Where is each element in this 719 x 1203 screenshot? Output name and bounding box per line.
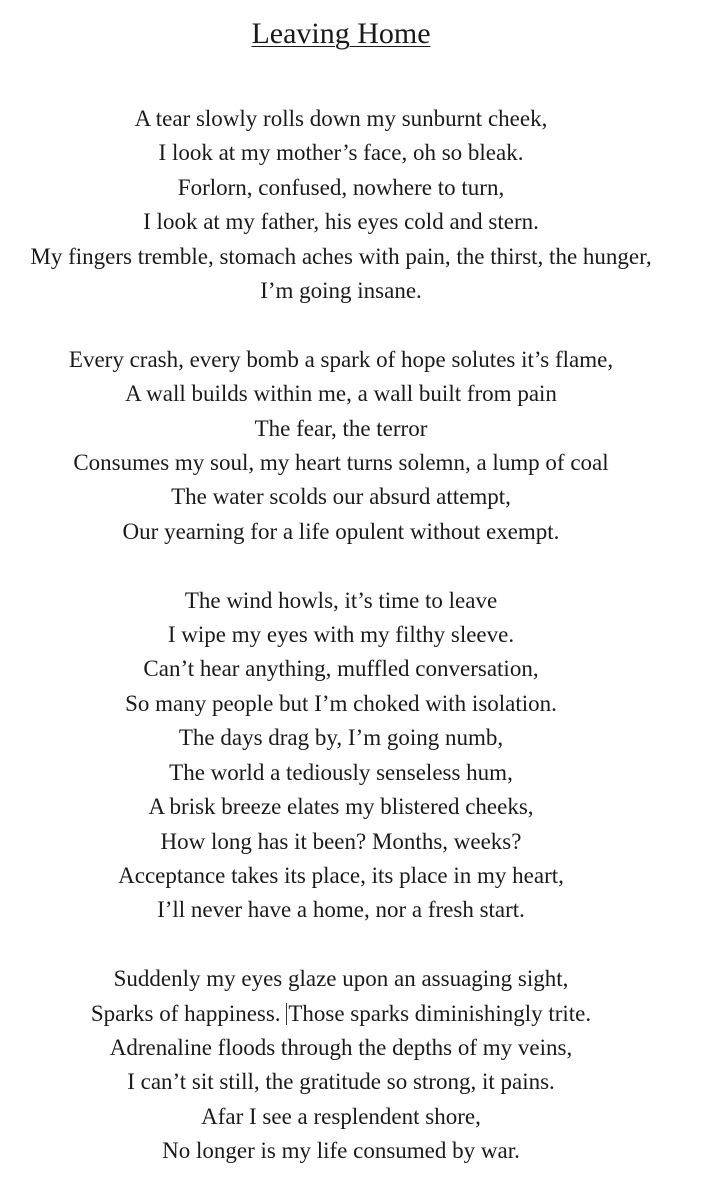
poem-line: Afar I see a resplendent shore,: [201, 1103, 481, 1129]
poem-line: Sparks of happiness. Those sparks diminishingly trite.: [90, 1000, 592, 1026]
poem-line: Consumes my soul, my heart turns solemn, a lump of coal: [73, 450, 609, 476]
poem-title: Leaving Home: [251, 17, 431, 50]
stanza: [0, 962, 719, 1168]
poem-line: The fear, the terror: [254, 415, 428, 441]
poem-line: My fingers tremble, stomach aches with pain, the thirst, the hunger,: [30, 243, 652, 269]
stanza: [0, 102, 719, 308]
poem-line: A wall builds within me, a wall built from pain: [125, 381, 557, 407]
poem-line: Suddenly my eyes glaze upon an assuaging sight,: [113, 966, 569, 992]
poem-line: The water scolds our absurd attempt,: [171, 484, 511, 510]
poem-line: Our yearning for a life opulent without exempt.: [122, 518, 560, 544]
poem-line: I wipe my eyes with my filthy sleeve.: [167, 622, 515, 648]
poem-line: The wind howls, it’s time to leave: [184, 587, 498, 613]
stanza: [0, 343, 719, 549]
poem-line: I look at my father, his eyes cold and stern.: [143, 209, 539, 235]
stanza: [0, 584, 719, 928]
poem-line: No longer is my life consumed by war.: [162, 1138, 520, 1164]
text-cursor: [286, 1003, 287, 1025]
poem-line: Adrenaline floods through the depths of my veins,: [109, 1034, 573, 1060]
poem-line: So many people but I’m choked with isolation.: [125, 690, 557, 716]
poem-line: How long has it been? Months, weeks?: [160, 828, 522, 854]
poem-line: A tear slowly rolls down my sunburnt cheek,: [134, 106, 548, 131]
poem-line: Can’t hear anything, muffled conversation,: [143, 656, 539, 682]
poem-line: Acceptance takes its place, its place in my heart,: [118, 862, 564, 888]
poem-line: The days drag by, I’m going numb,: [178, 725, 504, 751]
poem-line: Forlorn, confused, nowhere to turn,: [177, 174, 505, 200]
poem-line: I can’t sit still, the gratitude so strong, it pains.: [127, 1069, 555, 1095]
poem-line: I look at my mother’s face, oh so bleak.: [158, 140, 524, 166]
poem-line: I’ll never have a home, nor a fresh start.: [157, 897, 525, 923]
poem-line: A brisk breeze elates my blistered cheeks,: [148, 794, 534, 820]
poem-line: I’m going insane.: [260, 278, 422, 304]
poem-body: [0, 102, 719, 1203]
poem-line: Every crash, every bomb a spark of hope solutes it’s flame,: [68, 346, 614, 372]
poem-line: The world a tediously senseless hum,: [169, 759, 513, 785]
